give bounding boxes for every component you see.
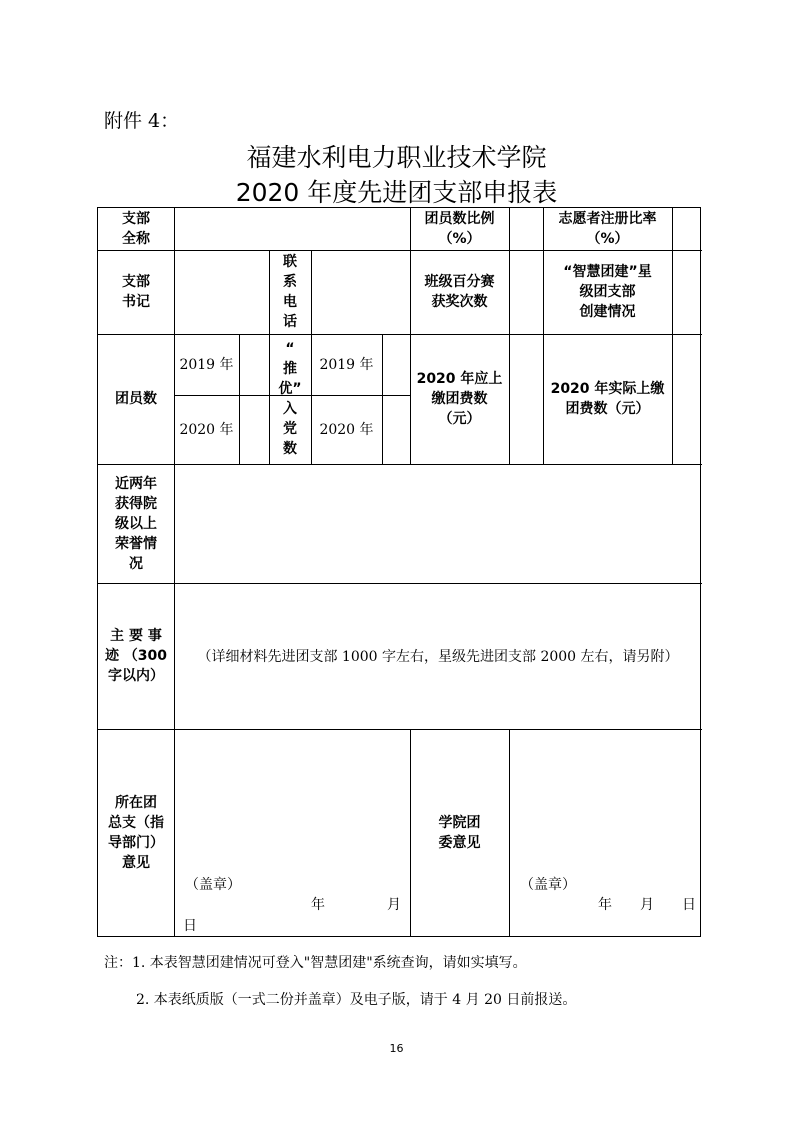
label-general-branch-opinion: 所在团 总支（指 导部门） 意见	[108, 795, 164, 871]
label-main-deeds: 主 要 事 迹 （300 字以内）	[104, 628, 168, 684]
attachment-label: 附件 4：	[104, 110, 180, 132]
label-member-count: 团员数	[115, 391, 157, 407]
field-member-ratio[interactable]	[510, 209, 543, 250]
field-party-2019[interactable]	[383, 335, 410, 395]
label-dues-paid: 2020 年实际上缴 团费数（元）	[550, 381, 665, 417]
field-contact-phone[interactable]	[312, 251, 410, 334]
label-contact-phone: 联 系 电 话	[283, 254, 297, 330]
field-members-2019[interactable]	[240, 335, 269, 395]
label-smart-league-status: “智慧团建”星 级团支部 创建情况	[563, 264, 652, 320]
field-smart-league-status[interactable]	[673, 251, 701, 334]
field-dues-paid[interactable]	[673, 335, 701, 464]
seal-left: （盖章）	[185, 877, 241, 893]
label-dues-payable: 2020 年应上 缴团费数 （元）	[416, 371, 503, 427]
date-left-day: 日	[183, 918, 197, 934]
field-branch-secretary[interactable]	[175, 251, 269, 334]
label-branch-secretary: 支部 书记	[122, 274, 150, 310]
field-general-branch-opinion[interactable]	[175, 730, 410, 937]
field-main-deeds[interactable]: （详细材料先进团支部 1000 字左右，星级先进团支部 2000 左右，请另附）	[197, 648, 679, 665]
label-college-committee-opinion: 学院团 委意见	[438, 815, 481, 851]
label-honors: 近两年 获得院 级以上 荣誉情 况	[115, 475, 157, 572]
label-year-2020-members: 2020 年	[179, 421, 234, 438]
note-2: 2. 本表纸质版（一式二份并盖章）及电子版，请于 4 月 20 日前报送。	[136, 992, 577, 1008]
label-member-ratio: 团员数比例 （%）	[424, 211, 495, 247]
label-recommend-party: “ 推 优” 入 党 数	[278, 341, 302, 457]
date-left-month: 月	[387, 897, 401, 913]
note-1: 注：1. 本表智慧团建情况可登入"智慧团建"系统查询，请如实填写。	[104, 955, 527, 971]
label-year-2019-party: 2019 年	[319, 356, 374, 373]
field-dues-payable[interactable]	[510, 335, 543, 464]
label-year-2019-members: 2019 年	[179, 356, 234, 373]
application-form-table	[97, 207, 701, 937]
date-left-year: 年	[311, 897, 325, 913]
page-number: 16	[389, 1042, 404, 1055]
label-volunteer-ratio: 志愿者注册比率 （%）	[558, 211, 657, 247]
field-party-2020[interactable]	[383, 396, 410, 464]
seal-right: （盖章）	[520, 877, 576, 893]
label-year-2020-party: 2020 年	[319, 421, 374, 438]
field-members-2020[interactable]	[240, 396, 269, 464]
date-right: 年 月 日	[598, 897, 696, 913]
field-branch-full-name[interactable]	[175, 209, 410, 250]
field-class-award-count[interactable]	[510, 251, 543, 334]
field-honors[interactable]	[175, 465, 701, 583]
field-college-committee-opinion[interactable]	[510, 730, 701, 937]
document-title-line1: 福建水利电力职业技术学院	[246, 143, 547, 172]
document-title-line2: 2020 年度先进团支部申报表	[235, 178, 558, 207]
field-volunteer-ratio[interactable]	[673, 209, 701, 250]
label-class-award-count: 班级百分赛 获奖次数	[424, 274, 495, 310]
label-branch-full-name: 支部 全称	[122, 211, 150, 247]
